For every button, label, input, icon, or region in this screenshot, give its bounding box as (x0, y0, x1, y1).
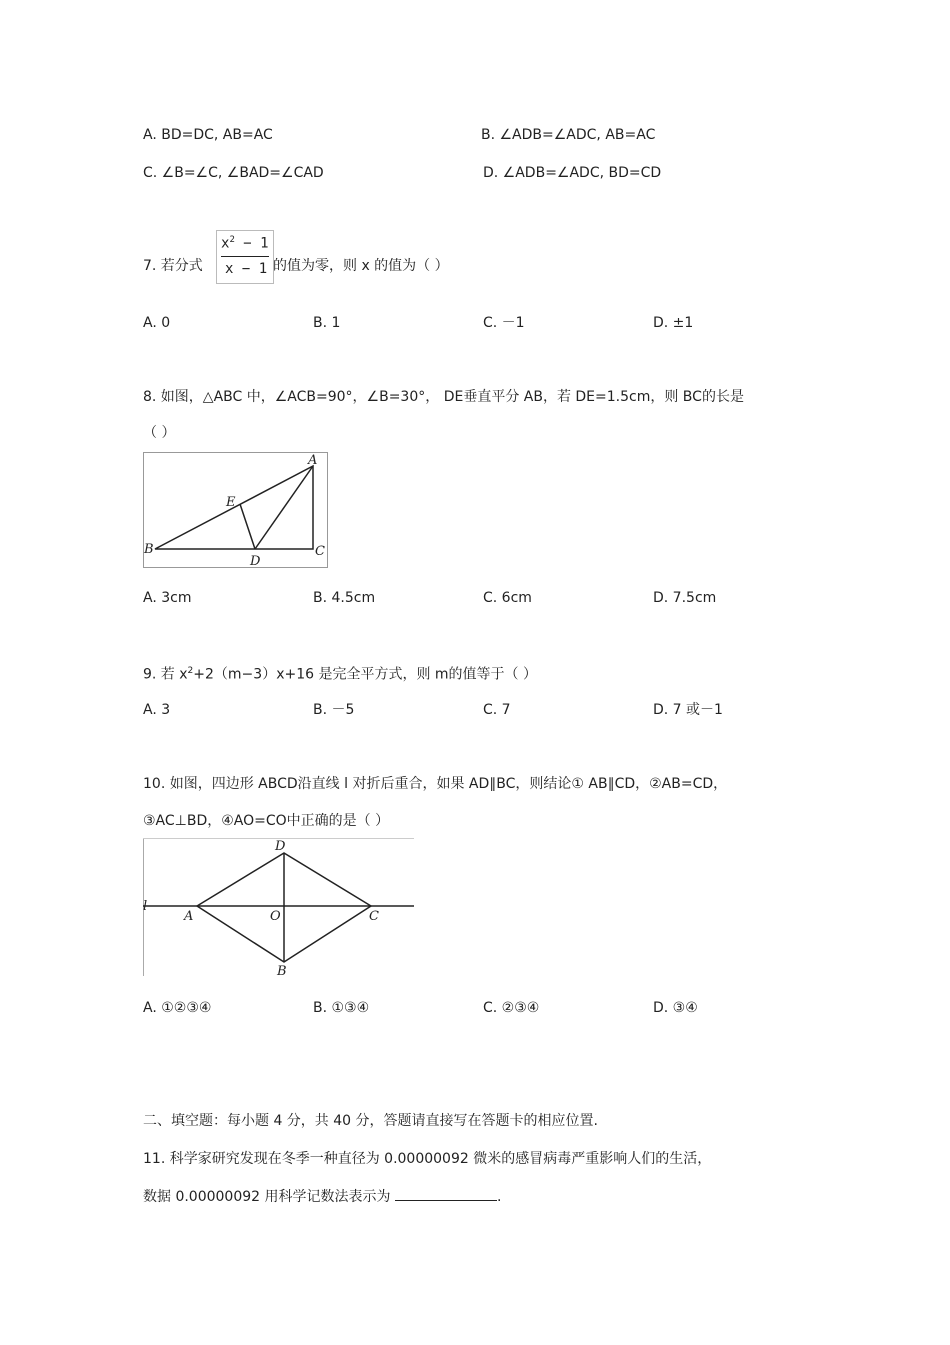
q11-answer-blank[interactable] (395, 1186, 497, 1201)
q9-question: 9. 若 $x^2+2(m-3)x+16$ 是完全平方式，则 m的值等于（ ） (143, 666, 538, 683)
q10-option-d: D. ③④ (653, 1000, 698, 1016)
label-d: D (250, 554, 261, 568)
q7-fraction-bar (221, 256, 269, 257)
q7-option-b: B. 1 (313, 315, 341, 331)
q9-option-a: A. 3 (143, 702, 171, 718)
q8-option-d: D. 7.5cm (653, 590, 717, 606)
label-b: B (277, 964, 287, 978)
section2-heading: 二、填空题：每小题 4 分，共 40 分，答题请直接写在答题卡的相应位置. (143, 1113, 598, 1129)
q11-question-line1: 11. 科学家研究发现在冬季一种直径为 0.00000092 微米的感冒病毒严重影响人们的生活， (143, 1151, 712, 1167)
q8-triangle-svg (143, 452, 328, 568)
q7-fraction (216, 230, 274, 284)
q10-question-line1: 10. 如图，四边形 ABCD沿直线 l 对折后重合，如果 AD∥BC，则结论① AB∥CD，②AB=CD， (143, 776, 728, 792)
label-l: l (143, 899, 148, 914)
q6-option-b: B. ∠ADB=∠ADC, AB=AC (481, 127, 656, 143)
q7-option-c: C. －1 (483, 315, 525, 331)
q8-option-c: C. 6cm (483, 590, 532, 606)
q8-question-line2: （ ） (143, 425, 176, 441)
q8-question-line1: 8. 如图，△ABC 中，∠ACB=90°，∠B=30°， DE垂直平分 AB，若 DE=1.5cm，则 BC的长是 (143, 389, 744, 405)
q6-option-d: D. ∠ADB=∠ADC, BD=CD (483, 165, 662, 181)
q6-option-a: A. BD=DC, AB=AC (143, 127, 273, 143)
q7-option-a: A. 0 (143, 315, 171, 331)
figure-border (144, 453, 328, 568)
q10-quadrilateral-figure (143, 838, 414, 978)
q7-prefix: 7. 若分式 (143, 258, 203, 274)
label-d: D (275, 839, 286, 854)
segment-ad (255, 466, 313, 549)
label-b: B (144, 542, 154, 557)
label-o: O (270, 909, 281, 924)
q9-option-d: D. 7 或－1 (653, 702, 723, 718)
q9-option-c: C. 7 (483, 702, 511, 718)
q7-fraction-denominator: x − 1 (225, 261, 268, 277)
q10-option-c: C. ②③④ (483, 1000, 540, 1016)
q11-question-line2: 数据 0.00000092 用科学记数法表示为 . (143, 1186, 501, 1206)
label-c: C (369, 909, 379, 924)
label-a: A (184, 909, 194, 924)
q8-option-a: A. 3cm (143, 590, 192, 606)
label-a: A (308, 453, 318, 468)
q7-fraction-numerator: $x^2 - 1$ (221, 235, 269, 252)
label-e: E (226, 495, 236, 510)
q8-triangle-figure (143, 452, 328, 568)
label-c: C (315, 544, 325, 559)
q10-option-b: B. ①③④ (313, 1000, 370, 1016)
q6-option-c: C. ∠B=∠C, ∠BAD=∠CAD (143, 165, 324, 181)
q7-option-d: D. ±1 (653, 315, 694, 331)
q10-option-a: A. ①②③④ (143, 1000, 212, 1016)
q10-quadrilateral-svg (143, 838, 414, 978)
q10-question-line2: ③AC⊥BD，④AO=CO中正确的是（ ） (143, 813, 390, 829)
q9-option-b: B. －5 (313, 702, 355, 718)
segment-de (240, 504, 255, 549)
q8-option-b: B. 4.5cm (313, 590, 376, 606)
q7-suffix: 的值为零，则 x 的值为（ ） (273, 258, 449, 274)
